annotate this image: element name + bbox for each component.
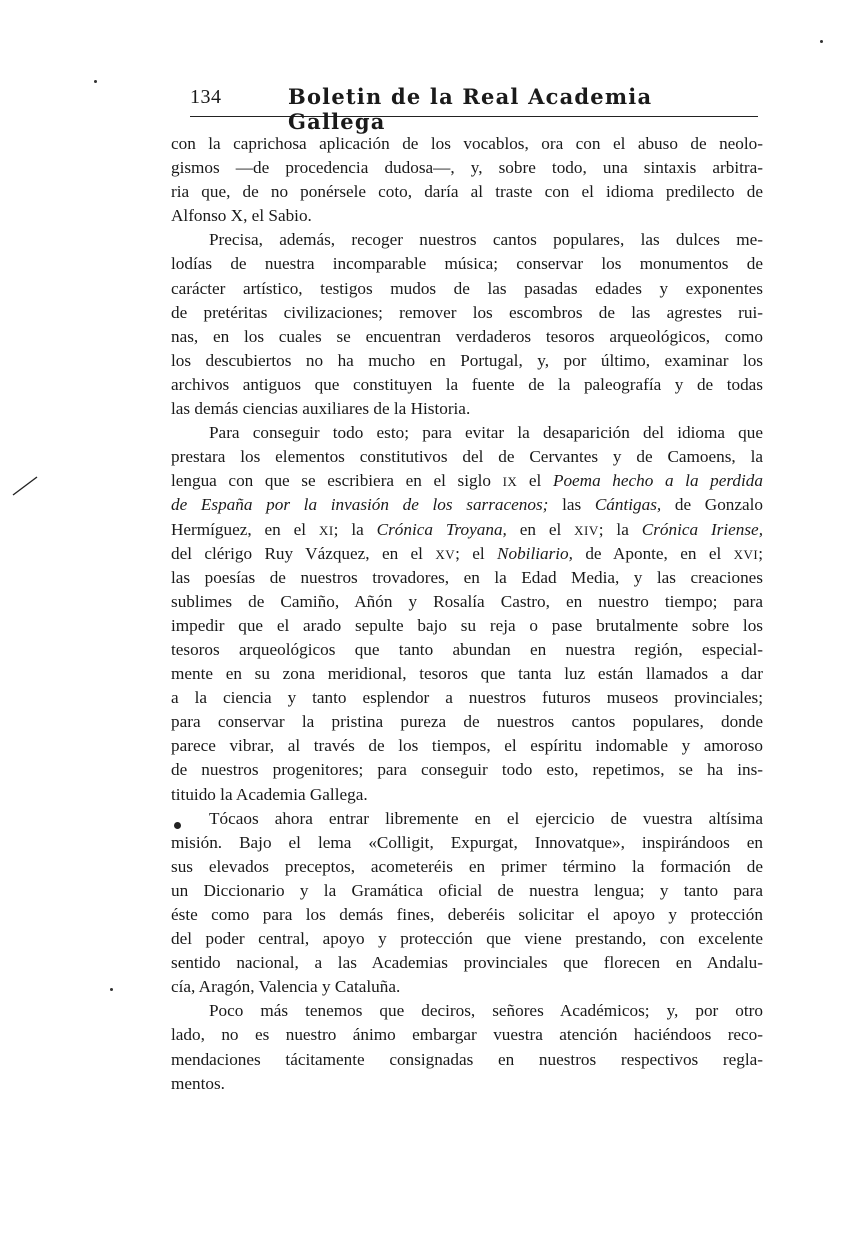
century-numeral: XI (318, 522, 334, 538)
text-line: con la caprichosa aplicación de los vocablos, ora con el abuso de neolo- (171, 134, 763, 153)
text-line: tituido la Academia Gallega. (171, 784, 368, 804)
century-numeral: XV (435, 546, 456, 562)
text-run: el (517, 471, 553, 491)
text-line: los descubiertos no ha mucho en Portugal, y, por último, examinar los (171, 350, 763, 370)
paragraph (171, 807, 763, 1000)
century-numeral: XVI (733, 546, 759, 562)
work-title: de España por la invasión de los sarracenos; (171, 495, 549, 515)
text-line: carácter artístico, testigos mudos de las pasadas edades y exponentes (171, 278, 763, 298)
text-run: de Gonzalo (661, 495, 764, 515)
text-line: para conservar la pristina pureza de nuestros cantos populares, donde (171, 712, 763, 732)
text-line: Poco más tenemos que deciros, señores Académicos; y, por otro (209, 1001, 763, 1021)
text-line: del poder central, apoyo y protección que viene prestando, con excelente (171, 929, 763, 949)
text-run: del clérigo Ruy Vázquez, en el (171, 543, 436, 563)
text-line: prestara los elementos constitutivos del de Cervantes y de Camoens, la (171, 447, 763, 467)
text-line: a la ciencia y tanto esplendor a nuestros futuros museos provinciales; (171, 688, 763, 708)
text-line (171, 493, 763, 517)
text-line: lodías de nuestra incomparable música; conservar los monumentos de (171, 254, 763, 274)
text-line: nas, en los cuales se encuentran verdaderos tesoros arqueológicos, como (171, 326, 763, 346)
text-line: las poesías de nuestros trovadores, en la Edad Media, y las creaciones (171, 567, 763, 587)
text-line: mendaciones tácitamente consignadas en nuestros respectivos regla- (171, 1049, 763, 1069)
margin-pen-mark (12, 476, 38, 496)
century-numeral: IX (502, 474, 518, 490)
text-line: Tócaos ahora entrar libremente en el ejercicio de vuestra altísima (209, 808, 763, 828)
paragraph (171, 132, 763, 228)
scan-speck (110, 988, 113, 991)
text-run: ; (758, 543, 763, 563)
text-line: misión. Bajo el lema «Colligit, Expurgat, Innovatque», inspirándoos en (171, 832, 763, 852)
text-run: de Aponte, en el (572, 543, 734, 563)
text-run: Hermíguez, en el (171, 519, 319, 539)
text-line: de pretéritas civilizaciones; remover los escombros de las agrestes rui- (171, 302, 763, 322)
text-run: las (548, 495, 595, 515)
text-run: lengua con que se escribiera en el siglo (171, 471, 503, 491)
text-line: Alfonso X, el Sabio. (171, 206, 312, 226)
text-line: mentos. (171, 1073, 225, 1093)
text-line (171, 518, 763, 542)
text-line: cía, Aragón, Valencia y Cataluña. (171, 977, 401, 997)
work-title: Crónica Iriense, (641, 519, 763, 539)
work-title: Poema hecho a la perdida (552, 471, 763, 491)
paragraph (171, 421, 763, 807)
text-line: lado, no es nuestro ánimo embargar vuestra atención haciéndoos reco- (171, 1025, 763, 1045)
century-numeral: XIV (574, 522, 599, 538)
text-line (171, 469, 763, 493)
text-run: ; la (598, 519, 642, 539)
text-line: éste como para los demás fines, deberéis solicitar el apoyo y protección (171, 905, 763, 924)
scan-speck (820, 40, 823, 43)
running-title: Boletin de la Real Academia Gallega (288, 84, 653, 134)
work-title: Crónica Troyana, (376, 519, 507, 539)
body-text (171, 132, 763, 1096)
work-title: Nobiliario, (497, 543, 573, 563)
work-title: Cántigas, (594, 495, 662, 515)
text-line: sentido nacional, a las Academias provinciales que florecen en Andalu- (171, 953, 763, 973)
paragraph (171, 228, 763, 421)
page-number: 134 (190, 86, 222, 108)
text-line: un Diccionario y la Gramática oficial de nuestra lengua; y tanto para (171, 880, 763, 900)
scan-speck (94, 80, 97, 83)
text-run: ; la (333, 519, 377, 539)
text-line: de nuestros progenitores; para conseguir todo esto, repetimos, se ha ins- (171, 760, 763, 780)
text-run: ; el (455, 543, 498, 563)
text-line: sus elevados preceptos, acometeréis en primer término la formación de (171, 856, 763, 876)
text-line: gismos —de procedencia dudosa—, y, sobre todo, una sintaxis arbitra- (171, 158, 763, 178)
text-line: ria que, de no ponérsele coto, daría al traste con el idioma predilecto de (171, 182, 763, 202)
text-line: Precisa, además, recoger nuestros cantos populares, las dulces me- (209, 230, 763, 250)
paragraph (171, 999, 763, 1095)
text-run: en el (506, 519, 575, 539)
text-line (171, 542, 763, 566)
text-line: tesoros arqueológicos que tanto abundan en nuestra región, especial- (171, 639, 763, 659)
text-line: impedir que el arado sepulte bajo su reja o pase brutalmente sobre los (171, 615, 763, 635)
text-line: Para conseguir todo esto; para evitar la desaparición del idioma que (209, 423, 763, 443)
text-line: sublimes de Camiño, Añón y Rosalía Castro, en nuestro tiempo; para (171, 591, 763, 611)
text-line: archivos antiguos que constituyen la fuente de la paleografía y de todas (171, 374, 763, 394)
text-line: parece vibrar, al través de los tiempos, el espíritu indomable y amoroso (171, 736, 763, 756)
page-header (190, 82, 758, 134)
text-line: mente en su zona meridional, tesoros que tanta luz están llamados a dar (171, 664, 763, 684)
text-line: las demás ciencias auxiliares de la Historia. (171, 399, 471, 419)
